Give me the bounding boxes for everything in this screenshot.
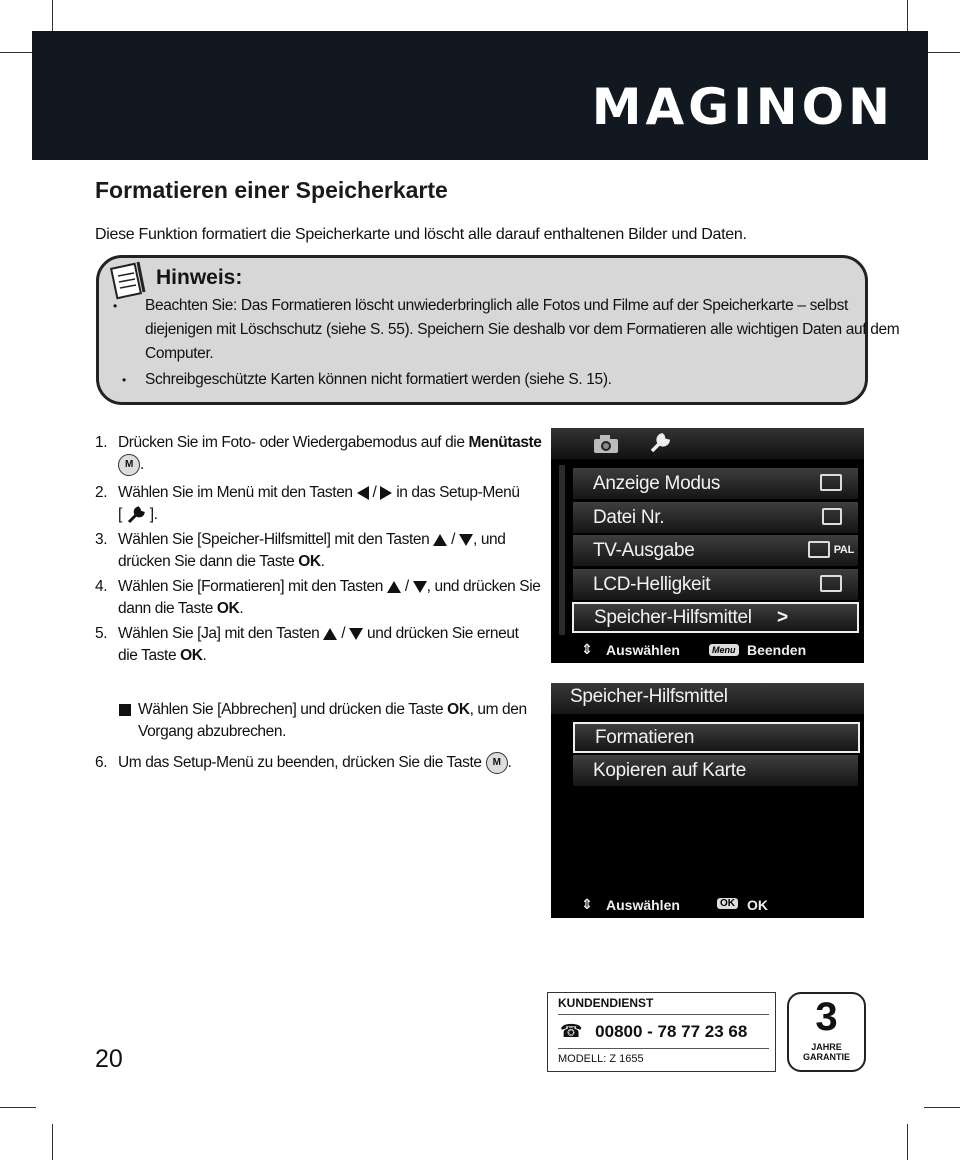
hint-bullet-1-line-1: Beachten Sie: Das Formatieren löscht unwiederbringlich alle Fotos und Filme auf der Speicherkarte – selbst: [145, 297, 848, 314]
bullet-dot: •: [122, 373, 126, 387]
file-number-icon: [822, 508, 842, 525]
intro-text: Diese Funktion formatiert die Speicherkarte und löscht alle darauf enthaltenen Bilder und Daten.: [95, 226, 747, 243]
menu-button-icon: M: [118, 454, 140, 476]
camera-icon: [593, 434, 619, 454]
screen-footer: ⇕ Auswählen Menu Beenden: [581, 641, 807, 658]
wrench-icon: [649, 432, 671, 454]
crop-mark: [52, 1124, 53, 1160]
arrow-up-icon: [323, 628, 337, 640]
menu-item-lcd-helligkeit[interactable]: LCD-Helligkeit: [573, 569, 858, 600]
crop-mark: [924, 52, 960, 53]
arrow-down-icon: [349, 628, 363, 640]
scrollbar[interactable]: [559, 465, 565, 635]
phone-icon: ☎: [560, 1021, 583, 1041]
hint-title: Hinweis:: [156, 266, 243, 289]
menu-item-kopieren-auf-karte[interactable]: Kopieren auf Karte: [573, 755, 858, 786]
tv-icon: [808, 541, 830, 558]
step-5: 5. Wählen Sie [Ja] mit den Tasten / und drücken Sie erneut die Taste OK.: [95, 625, 519, 664]
step-6: 6. Um das Setup-Menü zu beenden, drücken Sie die Taste M .: [0, 752, 560, 778]
camera-memory-tools-screen: [551, 683, 864, 918]
step-1: 1. Drücken Sie im Foto- oder Wiedergabemodus auf die Menütaste M .: [0, 432, 560, 482]
display-mode-icon: [820, 474, 842, 491]
arrow-up-icon: [433, 534, 447, 546]
screen-title: Speicher-Hilfsmittel: [570, 686, 728, 707]
hint-bullet-1-line-3: Computer.: [145, 345, 214, 362]
lcd-brightness-icon: [820, 575, 842, 592]
wrench-icon: [126, 506, 146, 524]
menu-key-icon: Menu: [709, 644, 739, 656]
crop-mark: [0, 52, 36, 53]
step-note: Wählen Sie [Abbrechen] und drücken die Taste OK, um den Vorgang abzubrechen.: [0, 699, 560, 747]
brand-logo: MAGINON: [591, 78, 894, 136]
ok-key-icon: OK: [717, 898, 738, 909]
hint-bullet-2: Schreibgeschützte Karten können nicht formatiert werden (siehe S. 15).: [145, 371, 612, 388]
guarantee-badge: 3 JAHRE GARANTIE: [787, 992, 866, 1072]
arrow-right-icon: [380, 486, 392, 500]
menu-item-datei-nr[interactable]: Datei Nr.: [573, 502, 858, 533]
menu-item-tv-ausgabe[interactable]: TV-Ausgabe PAL: [573, 535, 858, 566]
menu-item-speicher-hilfsmittel[interactable]: Speicher-Hilfsmittel >: [572, 602, 859, 633]
up-down-icon: ⇕: [581, 641, 593, 657]
square-bullet-icon: [119, 704, 131, 716]
up-down-icon: ⇕: [581, 896, 593, 912]
arrow-down-icon: [413, 581, 427, 593]
bullet-dot: •: [113, 299, 117, 313]
menu-item-formatieren[interactable]: Formatieren: [573, 722, 860, 753]
menu-button-icon: M: [486, 752, 508, 774]
crop-mark: [924, 1107, 960, 1108]
arrow-up-icon: [387, 581, 401, 593]
step-3: 3. Wählen Sie [Speicher-Hilfsmittel] mit den Tasten / , und drücken Sie dann die Taste OK.: [95, 531, 506, 570]
arrow-down-icon: [459, 534, 473, 546]
page-title: Formatieren einer Speicherkarte: [95, 177, 448, 203]
customer-service-box: KUNDENDIENST ☎ 00800 - 78 77 23 68 MODELL: Z 1655: [547, 992, 776, 1072]
arrow-left-icon: [357, 486, 369, 500]
crop-mark: [907, 1124, 908, 1160]
screen-footer: ⇕ Auswählen OK OK: [581, 896, 768, 913]
crop-mark: [0, 1107, 36, 1108]
step-4: 4. Wählen Sie [Formatieren] mit den Tasten / , und drücken Sie dann die Taste OK.: [95, 578, 541, 617]
page-number: 20: [95, 1045, 123, 1073]
hint-bullet-1-line-2: diejenigen mit Löschschutz (siehe S. 55). Speichern Sie deshalb vor dem Formatieren alle wichtigen Daten auf dem: [145, 321, 900, 338]
step-2: 2. Wählen Sie im Menü mit den Tasten / in das Setup-Menü [ ].: [95, 484, 520, 523]
menu-item-anzeige-modus[interactable]: Anzeige Modus: [573, 468, 858, 499]
camera-setup-menu-screen: [551, 428, 864, 663]
